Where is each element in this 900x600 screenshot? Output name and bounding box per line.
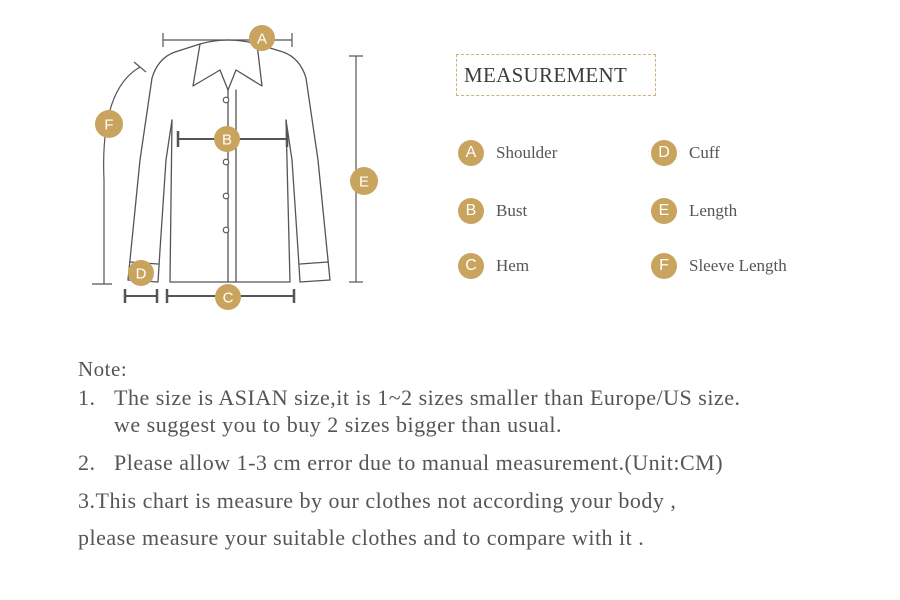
marker-f-letter: F xyxy=(104,116,114,134)
marker-f xyxy=(95,110,123,138)
legend-item-sleeve-length xyxy=(651,253,787,279)
legend-label-length: Length xyxy=(689,201,738,220)
marker-b-letter: B xyxy=(221,131,233,149)
note-2-line-1 xyxy=(78,450,723,476)
marker-a-letter: A xyxy=(256,30,268,48)
legend-item-shoulder xyxy=(458,140,557,166)
legend-label-shoulder: Shoulder xyxy=(496,143,558,162)
note-3-line-1: 3.This chart is measure by our clothes not according your body , xyxy=(78,488,677,513)
legend-label-sleeve-length: Sleeve Length xyxy=(689,256,787,275)
note-3-line-2: please measure your suitable clothes and to compare with it . xyxy=(78,525,645,550)
marker-d-letter: D xyxy=(135,265,147,283)
legend-badge-c: C xyxy=(458,253,484,279)
legend-item-length xyxy=(651,198,737,224)
notes-heading: Note: xyxy=(78,357,128,381)
marker-b xyxy=(214,126,240,152)
shirt-diagram xyxy=(0,0,440,330)
legend-badge-b: B xyxy=(458,198,484,224)
legend-item-hem xyxy=(458,253,529,279)
note-2-number: 2. xyxy=(78,450,96,475)
note-1-text: The size is ASIAN size,it is 1~2 sizes smaller than Europe/US size. xyxy=(114,385,741,410)
marker-e-letter: E xyxy=(358,173,370,191)
legend-label-bust: Bust xyxy=(496,201,528,220)
legend-title: MEASUREMENT xyxy=(456,54,656,96)
marker-c-letter: C xyxy=(222,289,234,307)
note-2-text: Please allow 1-3 cm error due to manual measurement.(Unit:CM) xyxy=(114,450,724,475)
note-1-number: 1. xyxy=(78,385,96,410)
legend-item-bust xyxy=(458,198,527,224)
note-1-line-1 xyxy=(78,385,740,411)
note-1-line-2: we suggest you to buy 2 sizes bigger than usual. xyxy=(114,412,563,437)
legend-badge-d: D xyxy=(651,140,677,166)
marker-a xyxy=(249,25,275,51)
legend-badge-a: A xyxy=(458,140,484,166)
legend-item-cuff xyxy=(651,140,720,166)
legend-label-hem: Hem xyxy=(496,256,530,275)
marker-c xyxy=(215,284,241,310)
legend-badge-e: E xyxy=(651,198,677,224)
marker-d xyxy=(128,260,154,286)
legend-label-cuff: Cuff xyxy=(689,143,720,162)
marker-e xyxy=(350,167,378,195)
legend-badge-f: F xyxy=(651,253,677,279)
